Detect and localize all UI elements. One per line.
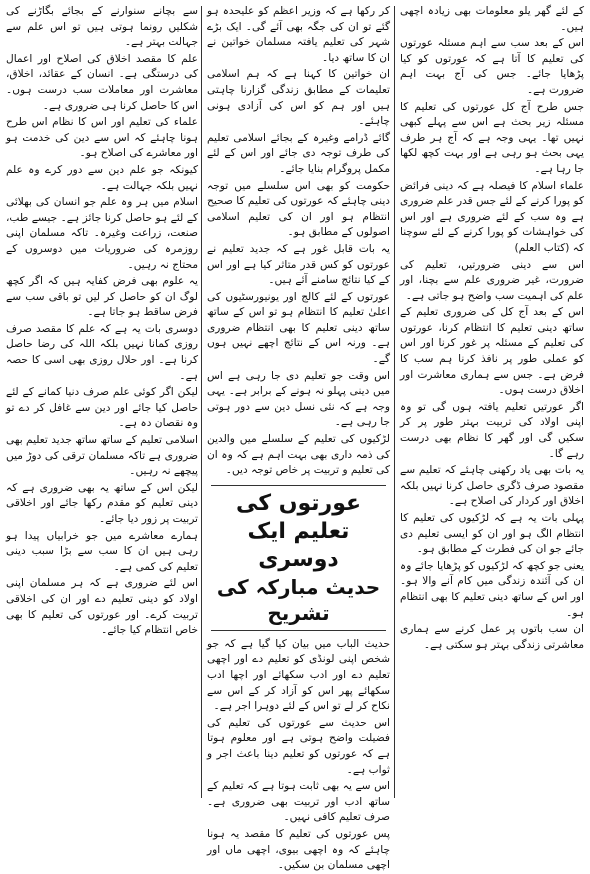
paragraph: پس عورتوں کی تعلیم کا مقصد یہ ہونا چاہئے کہ وہ اچھی بیوی، اچھی ماں اور اچھی مسلمان بن سکیں۔ bbox=[207, 827, 390, 872]
paragraph: اس سے یہ بھی ثابت ہوتا ہے کہ تعلیم کے ساتھ ادب اور تربیت بھی ضروری ہے۔ صرف تعلیم کافی نہیں۔ bbox=[207, 780, 390, 824]
paragraph: لڑکیوں کی تعلیم کے سلسلے میں والدین کی ذمہ داری بھی بہت اہم ہے کہ وہ ان کی تعلیم و تربیت پر خاص توجہ دیں۔ bbox=[207, 433, 390, 477]
paragraph: اس سے دینی ضرورتیں، تعلیم کی ضرورت، غیر ضروری علم سے بچنا، اور علم کی اہمیت سب واضح ہو جاتی ہے۔ bbox=[400, 258, 584, 302]
paragraph: ان خواتین کا کہنا ہے کہ ہم اسلامی تعلیمات کے مطابق زندگی گزارنا چاہتی ہیں اور ہم کو اس کی آزادی ہونی چاہئے۔ bbox=[207, 68, 390, 128]
paragraph: لیکن اس کے ساتھ یہ بھی ضروری ہے کہ دینی تعلیم کو مقدم رکھا جائے اور اخلاقی تربیت پر زور دیا جائے۔ bbox=[6, 481, 198, 525]
paragraph: اسلام میں ہر وہ علم جو انسان کی بھلائی کے لئے ہو حاصل کرنا جائز ہے۔ جیسے طب، صنعت، زراعت وغیرہ۔ تاکہ مسلمان اپنی روزمرہ کی ضروریات میں دوسروں کے محتاج نہ رہیں۔ bbox=[6, 196, 198, 271]
paragraph: اگر عورتیں تعلیم یافتہ ہوں گی تو وہ اپنی اولاد کی تربیت بہتر طور پر کر سکیں گی اور گھر کا نظام بھی درست رہے گا۔ bbox=[400, 400, 584, 460]
paragraph: اس کے بعد آج کل کی ضروری تعلیم کے ساتھ دینی تعلیم کا انتظام کرنا، عورتوں کی تعلیم کے مسئلہ پر غور کرنا اور اس کو عملی طور پر نافذ کرنا ہم سب کا فرض ہے۔ جس سے ہماری معاشرت اور اخلاق درست ہوں۔ bbox=[400, 306, 584, 397]
article-heading bbox=[211, 485, 386, 631]
left-column bbox=[6, 4, 198, 800]
paragraph: عورتوں کے لئے کالج اور یونیورسٹیوں کی اعلیٰ تعلیم کا انتظام ہو تو اس کے ساتھ ساتھ دینی تعلیم کا بھی انتظام ضروری ہے۔ ورنہ اس کے نتائج اچھے نہیں ہوں گے۔ bbox=[207, 290, 390, 366]
paragraph: اس لئے ضروری ہے کہ ہر مسلمان اپنی اولاد کو دینی تعلیم دے اور ان کی اخلاقی تربیت کرے۔ اور عورتوں کی تعلیم کا بھی خاص انتظام کیا جائے۔ bbox=[6, 577, 198, 637]
paragraph: یہ علوم بھی فرض کفایہ ہیں کہ اگر کچھ لوگ ان کو حاصل کر لیں تو باقی سب سے فرض ساقط ہو جاتا ہے۔ bbox=[6, 275, 198, 319]
paragraph: علم کا مقصد اخلاق کی اصلاح اور اعمال کی درستگی ہے۔ انسان کے عقائد، اخلاق، معاشرت اور معاملات سب درست ہوں۔ اس کا حاصل کرنا ہی ضروری ہے۔ bbox=[6, 52, 198, 112]
column-divider bbox=[201, 6, 202, 798]
paragraph: کر رکھا ہے کہ وزیر اعظم کو علیحدہ ہو گئے تو ان کی جگہ بھی آئے گی۔ ایک بڑے شہر کی تعلیم یافتہ مسلمان خواتین نے ان کا ساتھ دیا۔ bbox=[207, 5, 390, 64]
paragraph: اسلامی تعلیم کے ساتھ ساتھ جدید تعلیم بھی ضروری ہے تاکہ مسلمان ترقی کی دوڑ میں پیچھے نہ رہیں۔ bbox=[6, 434, 198, 478]
column-divider bbox=[394, 6, 395, 798]
paragraph: ہمارے معاشرے میں جو خرابیاں پیدا ہو رہی ہیں ان کا سب سے بڑا سبب دینی تعلیم کی کمی ہے۔ bbox=[6, 529, 198, 573]
right-column bbox=[400, 4, 584, 800]
paragraph: علماء اسلام کا فیصلہ ہے کہ دینی فرائض کو پورا کرنے کے لئے جس قدر علم ضروری ہے وہ سب کے لئے ضروری ہے اور اس کی خواہشات کو پورا کرنے کے لئے سوچنا کہ (کتاب العلم) bbox=[400, 179, 584, 254]
paragraph: کیونکہ جو علم دین سے دور کرے وہ علم نہیں بلکہ جہالت ہے۔ bbox=[6, 163, 198, 192]
paragraph: لیکن اگر کوئی علم صرف دنیا کمانے کے لئے حاصل کیا جائے اور دین سے غافل کر دے تو وہ نقصان دہ ہے۔ bbox=[6, 386, 198, 430]
paragraph: جس طرح آج کل عورتوں کی تعلیم کا مسئلہ زیر بحث ہے اس سے پہلے کبھی نہیں تھا۔ یہی وجہ ہے کہ آج ہر طرف یہی بحث ہو رہی ہے اور بہت کچھ لکھا جا رہا ہے۔ bbox=[400, 100, 584, 175]
paragraph: حدیث الباب میں بیان کیا گیا ہے کہ جو شخص اپنی لونڈی کو تعلیم دے اور اچھی تعلیم دے اور ادب سکھائے اور اچھا ادب سکھائے پھر اس کو آزاد کر کے اس سے نکاح کر لے تو اس کے لئے دوہرا اجر ہے۔ bbox=[207, 637, 390, 713]
paragraph: علماء کی تعلیم اور اس کا نظام اس طرح ہونا چاہئے کہ اس سے دین کی خدمت ہو اور معاشرے کی اصلاح ہو۔ bbox=[6, 116, 198, 160]
paragraph: یہ بات بھی یاد رکھنی چاہئے کہ تعلیم سے مقصود صرف ڈگری حاصل کرنا نہیں بلکہ اخلاق اور کردار کی اصلاح ہے۔ bbox=[400, 464, 584, 508]
article-heading-line1: عورتوں کی تعلیم ایک دوسری bbox=[235, 490, 362, 572]
paragraph: دوسری بات یہ ہے کہ علم کا مقصد صرف روزی کمانا نہیں بلکہ اللہ کی رضا حاصل کرنا ہے۔ اور حلال روزی بھی اسی کا حصہ ہے۔ bbox=[6, 322, 198, 382]
paragraph: پہلی بات یہ ہے کہ لڑکیوں کی تعلیم کا انتظام الگ ہو اور ان کو ایسی تعلیم دی جائے جو ان کی فطرت کے مطابق ہو۔ bbox=[400, 512, 584, 556]
middle-column bbox=[207, 4, 390, 872]
paragraph: سے بچانے سنوارنے کے بجائے بگاڑنے کی شکلیں رونما ہوتی ہیں تو اس علم سے جہالت بہتر ہے۔ bbox=[6, 5, 198, 49]
paragraph: کے لئے گھر یلو معلومات بھی زیادہ اچھی ہیں۔ bbox=[400, 5, 584, 33]
paragraph: اس حدیث سے عورتوں کی تعلیم کی فضیلت واضح ہوتی ہے اور معلوم ہوتا ہے کہ عورتوں کو تعلیم دینا باعث اجر و ثواب ہے۔ bbox=[207, 716, 390, 776]
paragraph: یعنی جو کچھ کہ لڑکیوں کو پڑھایا جائے وہ ان کی آئندہ زندگی میں کام آنے والا ہو۔ اور اس کے ساتھ دینی تعلیم کا بھی انتظام ہو۔ bbox=[400, 559, 584, 619]
paragraph: یہ بات قابل غور ہے کہ جدید تعلیم نے عورتوں کو کس قدر متاثر کیا ہے اور اس کے کیا نتائج سامنے آئے ہیں۔ bbox=[207, 242, 390, 287]
article-heading-line2: حدیث مبارکہ کی تشریح bbox=[216, 574, 381, 625]
paragraph: گائے ڈرامے وغیرہ کے بجائے اسلامی تعلیم کی طرف توجہ دی جائے اور اس کے لئے مکمل پروگرام بنایا جائے۔ bbox=[207, 131, 390, 175]
paragraph: اس وقت جو تعلیم دی جا رہی ہے اس میں دینی پہلو نہ ہونے کے برابر ہے۔ یہی وجہ ہے کہ نئی نسل دین سے دور ہوتی جا رہی ہے۔ bbox=[207, 369, 390, 429]
paragraph: ان سب باتوں پر عمل کرنے سے ہماری معاشرتی زندگی بہتر ہو سکتی ہے۔ bbox=[400, 623, 584, 651]
paragraph: حکومت کو بھی اس سلسلے میں توجہ دینی چاہئے کہ عورتوں کی تعلیم کا صحیح انتظام ہو اور ان کی تعلیم اسلامی اصولوں کے مطابق ہو۔ bbox=[207, 179, 390, 239]
paragraph: اس کے بعد سب سے اہم مسئلہ عورتوں کی تعلیم کا آتا ہے کہ عورتوں کو کیا پڑھایا جائے۔ جس کی آج بہت اہم ضرورت ہے۔ bbox=[400, 37, 584, 96]
